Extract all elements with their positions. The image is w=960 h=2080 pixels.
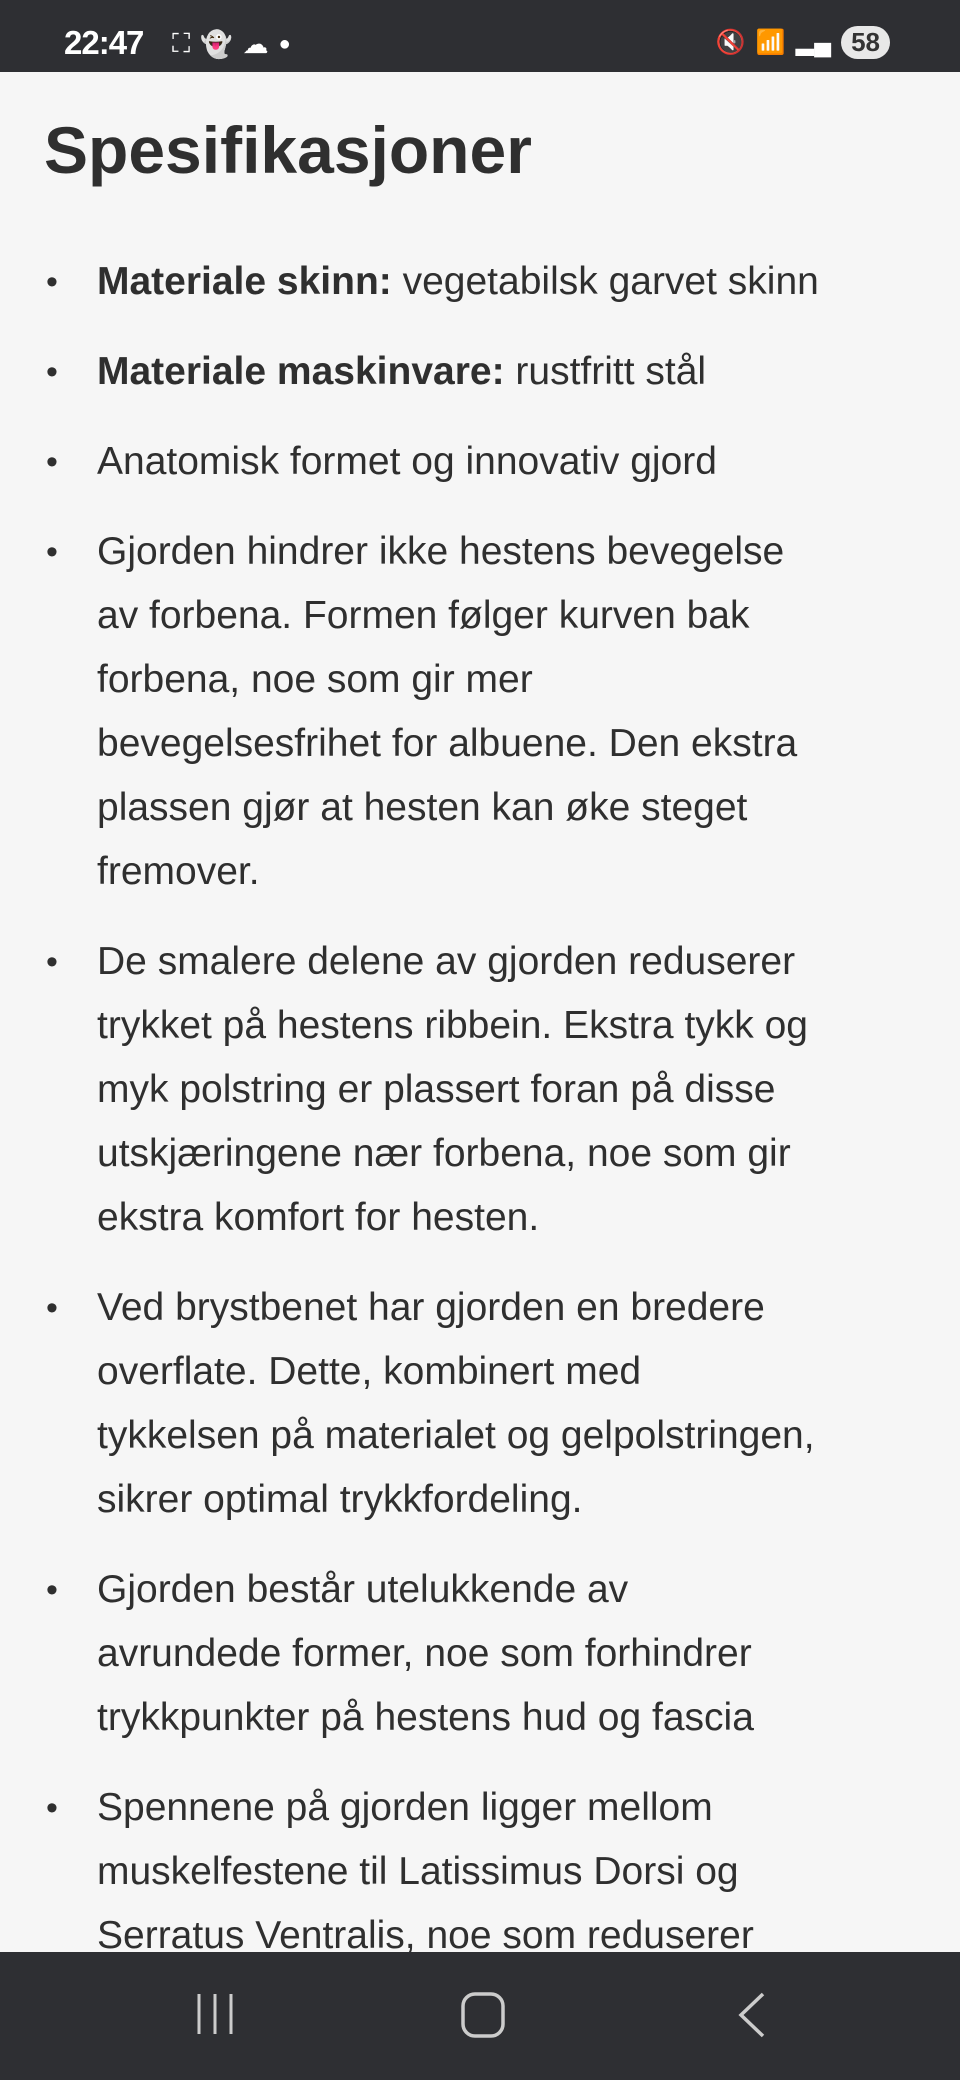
spec-line (97, 430, 960, 494)
spec-text: trykkpunkter på hestens hud og fascia (97, 1696, 754, 1739)
bullet-icon: • (46, 533, 58, 571)
home-button[interactable] (461, 1992, 505, 2043)
spec-list-item (0, 520, 960, 904)
spec-text: fremover. (97, 850, 260, 893)
bullet-icon: • (46, 943, 58, 981)
bullet-icon: • (46, 1571, 58, 1609)
snapchat-icon: 👻 (200, 28, 233, 59)
spec-text: Gjorden hindrer ikke hestens bevegelse (97, 530, 785, 573)
spec-line (97, 1558, 960, 1622)
spec-text: forbena, noe som gir mer (97, 658, 533, 701)
spec-text: utskjæringene nær forbena, noe som gir (97, 1132, 791, 1175)
cloud-icon: ☁ (242, 28, 269, 59)
spec-text: tykkelsen på materialet og gelpolstringen, (97, 1414, 815, 1457)
spec-line (97, 930, 960, 994)
spec-line (97, 1904, 960, 1952)
spec-line (97, 840, 960, 904)
spec-text: sikrer optimal trykkfordeling. (97, 1478, 583, 1521)
spec-text: ekstra komfort for hesten. (97, 1196, 540, 1239)
spec-text: vegetabilsk garvet skinn (391, 260, 819, 303)
recent-apps-button[interactable] (195, 1992, 235, 2041)
page-content[interactable] (0, 72, 960, 1952)
spec-text: Ved brystbenet har gjorden en bredere (97, 1286, 765, 1329)
spec-text: Gjorden består utelukkende av (97, 1568, 629, 1611)
screenshot-icon: ⛶ (172, 28, 191, 58)
wifi-icon: 📶 (755, 29, 786, 56)
spec-list-item (0, 430, 960, 494)
bullet-icon: • (46, 353, 58, 391)
spec-line (97, 520, 960, 584)
spec-list (0, 250, 960, 1952)
page-title: Spesifikasjoner (44, 113, 532, 187)
spec-line (97, 1276, 960, 1340)
spec-line (97, 776, 960, 840)
dot-icon: ● (278, 32, 291, 55)
spec-text: avrundede former, noe som forhindrer (97, 1632, 752, 1675)
spec-text: muskelfestene til Latissimus Dorsi og (97, 1850, 739, 1893)
spec-line (97, 1340, 960, 1404)
spec-line (97, 1686, 960, 1750)
battery-indicator: 58 (841, 26, 890, 59)
clock: 22:47 (64, 24, 144, 61)
spec-line (97, 1468, 960, 1532)
spec-label: Materiale maskinvare: (97, 350, 505, 393)
spec-text: Serratus Ventralis, noe som reduserer (97, 1914, 754, 1952)
spec-line (97, 340, 960, 404)
spec-text: overflate. Dette, kombinert med (97, 1350, 642, 1393)
spec-text: bevegelsesfrihet for albuene. Den ekstra (97, 722, 798, 765)
spec-list-item (0, 930, 960, 1250)
spec-line (97, 584, 960, 648)
spec-line (97, 1404, 960, 1468)
spec-text: Anatomisk formet og innovativ gjord (97, 440, 717, 483)
spec-text: av forbena. Formen følger kurven bak (97, 594, 750, 637)
spec-label: Materiale skinn: (97, 260, 392, 303)
spec-list-item (0, 340, 960, 404)
spec-line (97, 712, 960, 776)
spec-line (97, 250, 960, 314)
spec-line (97, 648, 960, 712)
spec-line (97, 1776, 960, 1840)
status-bar (0, 0, 960, 72)
spec-line (97, 1622, 960, 1686)
navigation-bar (0, 1952, 960, 2080)
spec-line (97, 1122, 960, 1186)
spec-line (97, 1840, 960, 1904)
spec-text: plassen gjør at hesten kan øke steget (97, 786, 748, 829)
spec-list-item (0, 1558, 960, 1750)
bullet-icon: • (46, 1789, 58, 1827)
spec-line (97, 994, 960, 1058)
spec-list-item (0, 1276, 960, 1532)
spec-text: trykket på hestens ribbein. Ekstra tykk og (97, 1004, 808, 1047)
mute-icon: 🔇 (715, 29, 746, 56)
spec-text: rustfritt stål (504, 350, 707, 393)
spec-list-item (0, 250, 960, 314)
spec-text: De smalere delene av gjorden reduserer (97, 940, 796, 983)
signal-icon: ▂▄ (795, 29, 832, 56)
bullet-icon: • (46, 1289, 58, 1327)
spec-text: Spennene på gjorden ligger mellom (97, 1786, 713, 1829)
spec-list-item (0, 1776, 960, 1952)
spec-line (97, 1186, 960, 1250)
bullet-icon: • (46, 263, 58, 301)
back-button[interactable] (737, 1992, 767, 2043)
spec-text: myk polstring er plassert foran på disse (97, 1068, 776, 1111)
spec-line (97, 1058, 960, 1122)
bullet-icon: • (46, 443, 58, 481)
